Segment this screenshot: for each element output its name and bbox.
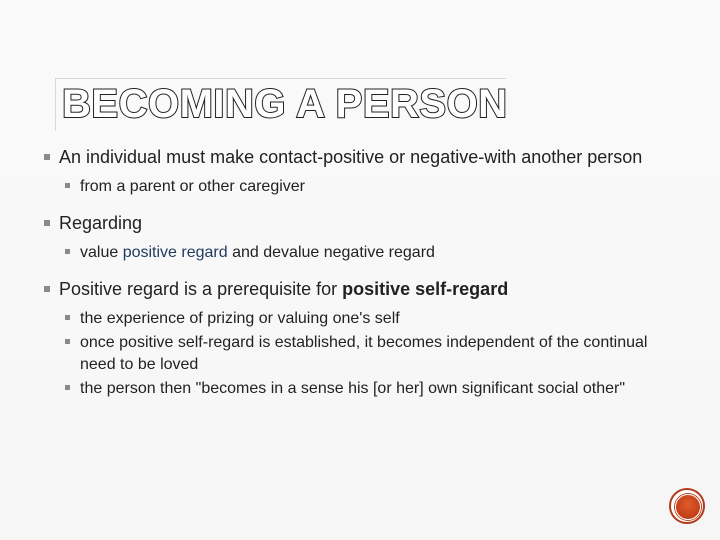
square-bullet-icon xyxy=(44,154,50,160)
sub-bullet-item xyxy=(65,332,664,376)
square-bullet-icon xyxy=(65,183,70,188)
sub-bullet-text: from a parent or other caregiver xyxy=(80,178,305,195)
sub-bullet-pre: value xyxy=(80,244,123,261)
bullet-item xyxy=(44,146,664,168)
sub-bullet-text: the person then "becomes in a sense his [or her] own significant social other" xyxy=(80,380,625,397)
square-bullet-icon xyxy=(65,249,70,254)
sub-bullet-text: once positive self-regard is established, it becomes independent of the continual need to be loved xyxy=(80,334,648,373)
sub-bullet-item xyxy=(65,308,664,330)
sub-bullet-item xyxy=(65,378,664,400)
square-bullet-icon xyxy=(65,315,70,320)
sub-bullet-item xyxy=(65,242,664,264)
slide-content xyxy=(44,146,664,400)
nav-inner-circle xyxy=(675,494,701,520)
circle-nav-icon[interactable] xyxy=(669,488,705,524)
highlight-term: positive regard xyxy=(122,244,228,261)
sub-bullet-item xyxy=(65,176,664,198)
bullet-pre: Positive regard is a prerequisite for xyxy=(59,279,343,299)
bullet-text: An individual must make contact-positive or negative-with another person xyxy=(59,147,643,167)
square-bullet-icon xyxy=(65,385,70,390)
bullet-item xyxy=(44,278,664,300)
bullet-item xyxy=(44,212,664,234)
square-bullet-icon xyxy=(44,220,50,226)
sub-bullet-post: and devalue negative regard xyxy=(227,244,435,261)
bold-term: positive self-regard xyxy=(342,279,509,299)
bullet-text: Regarding xyxy=(59,213,143,233)
square-bullet-icon xyxy=(65,339,70,344)
sub-bullet-text: the experience of prizing or valuing one's self xyxy=(80,310,400,327)
slide-title: BECOMING A PERSON xyxy=(62,82,508,126)
square-bullet-icon xyxy=(44,286,50,292)
